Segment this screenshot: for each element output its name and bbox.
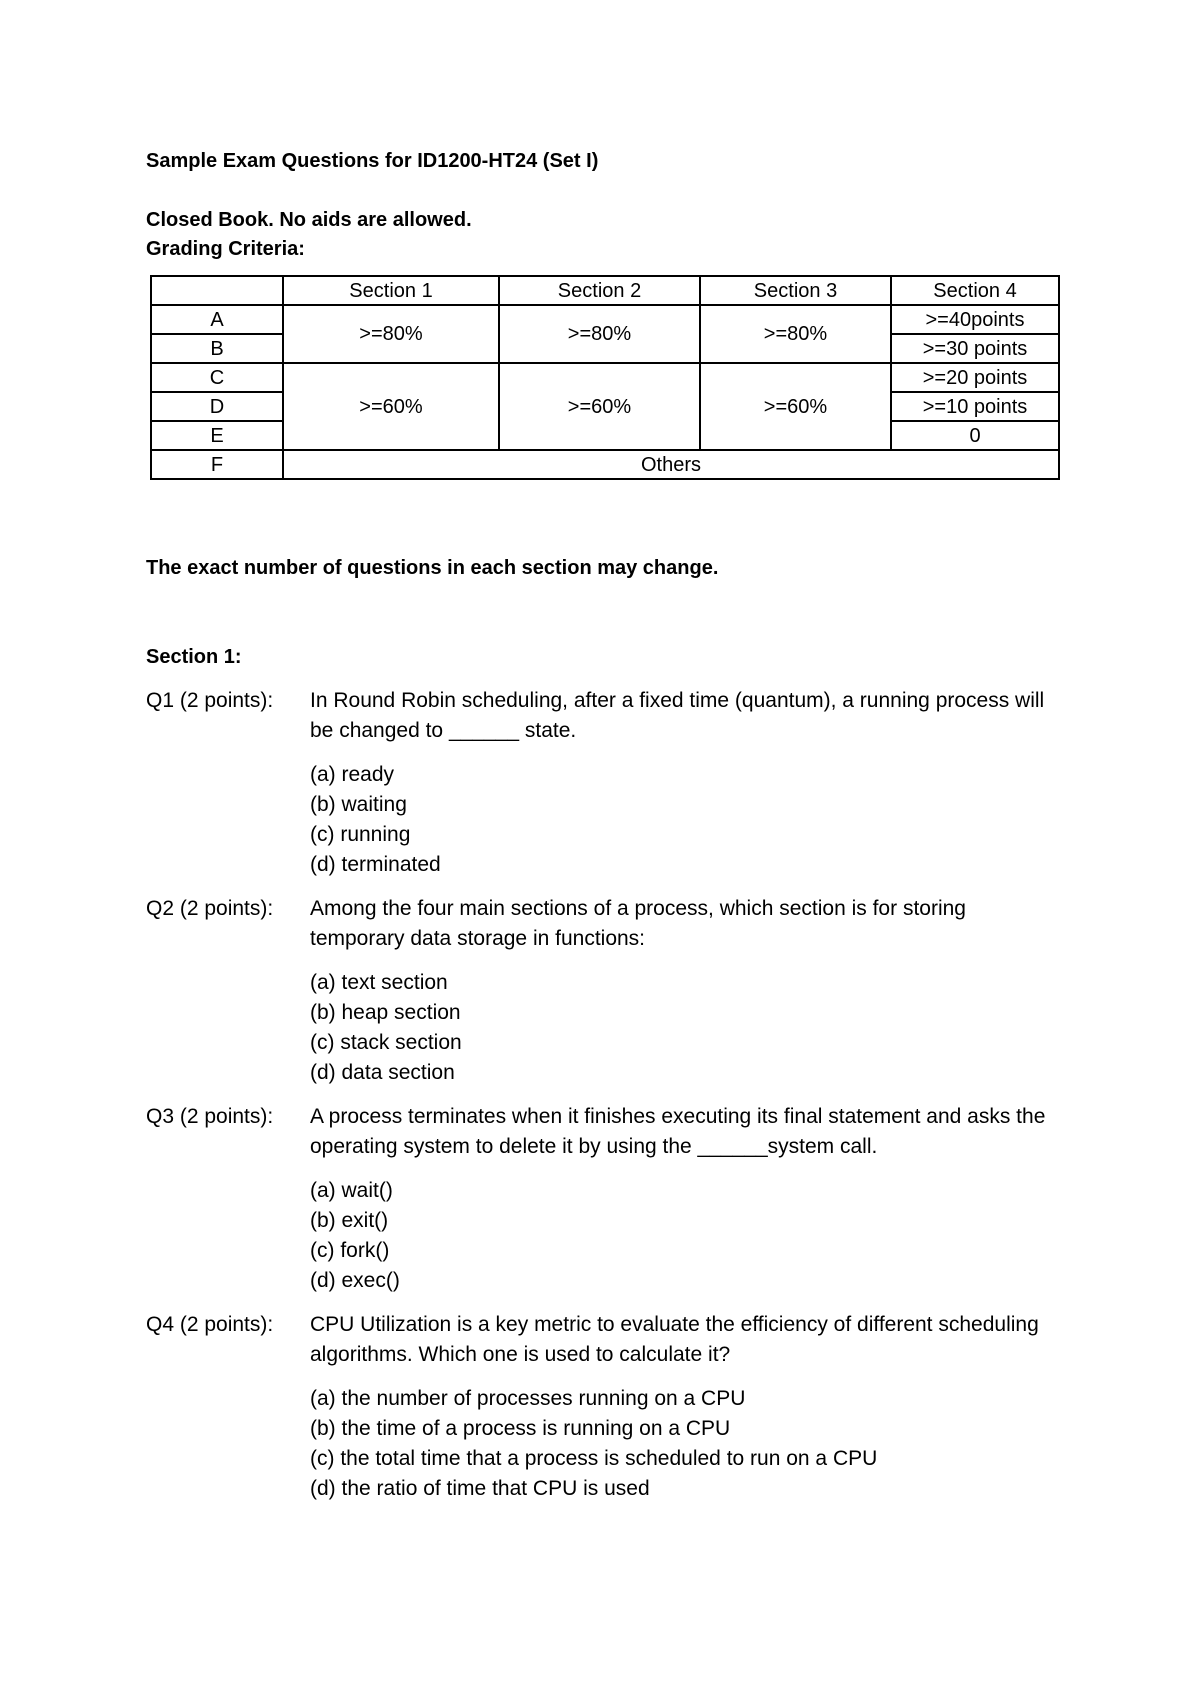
grading-table: [150, 275, 1060, 480]
option-b: (b) the time of a process is running on a CPU: [310, 1417, 731, 1440]
page-title: Sample Exam Questions for ID1200-HT24 (Set I): [146, 150, 599, 172]
option-a: (a) ready: [310, 763, 395, 786]
option-a: (a) wait(): [310, 1179, 393, 1202]
grading-label: Grading Criteria:: [146, 238, 305, 260]
grade-cell: E: [151, 421, 283, 450]
question-label: Q1 (2 points):: [146, 689, 274, 712]
rules-line: Closed Book. No aids are allowed.: [146, 209, 472, 231]
grading-row-a: [151, 305, 1059, 334]
grading-header-empty: [151, 276, 283, 305]
question-2: [146, 894, 1066, 1109]
question-text: Among the four main sections of a process, which section is for storing temporary data storage in functions:: [310, 897, 966, 950]
question-text: CPU Utilization is a key metric to evaluate the efficiency of different scheduling algorithms. Which one is used to calculate it?: [310, 1313, 1039, 1366]
grade-cell: A: [151, 305, 283, 334]
section4-points-c: >=20 points: [891, 363, 1059, 392]
grading-header-section4: Section 4: [891, 276, 1059, 305]
grading-header-section3: Section 3: [700, 276, 891, 305]
option-b: (b) exit(): [310, 1209, 389, 1232]
section4-points-b: >=30 points: [891, 334, 1059, 363]
section4-points-d: >=10 points: [891, 392, 1059, 421]
option-list: [310, 968, 1066, 1088]
option-a: (a) text section: [310, 971, 448, 994]
option-d: (d) exec(): [310, 1269, 400, 1292]
threshold-cde-section3: >=60%: [700, 363, 891, 450]
option-c: (c) running: [310, 823, 411, 846]
grading-header-row: [151, 276, 1059, 305]
note-line: The exact number of questions in each section may change.: [146, 557, 719, 579]
option-d: (d) terminated: [310, 853, 441, 876]
question-label: Q4 (2 points):: [146, 1313, 274, 1336]
question-3: [146, 1102, 1066, 1317]
question-4: [146, 1310, 1066, 1525]
option-d: (d) the ratio of time that CPU is used: [310, 1477, 650, 1500]
option-c: (c) the total time that a process is scheduled to run on a CPU: [310, 1447, 878, 1470]
threshold-ab-section3: >=80%: [700, 305, 891, 363]
grading-row-c: [151, 363, 1059, 392]
option-b: (b) heap section: [310, 1001, 461, 1024]
others-cell: Others: [283, 450, 1059, 479]
question-label: Q2 (2 points):: [146, 897, 274, 920]
question-label: Q3 (2 points):: [146, 1105, 274, 1128]
question-text: A process terminates when it finishes executing its final statement and asks the operating system to delete it by using the ______system call.: [310, 1105, 1046, 1158]
question-text: In Round Robin scheduling, after a fixed time (quantum), a running process will be changed to ______ state.: [310, 689, 1045, 742]
section-heading: Section 1:: [146, 646, 242, 668]
threshold-ab-section2: >=80%: [499, 305, 700, 363]
grading-row-f: [151, 450, 1059, 479]
grading-header-section2: Section 2: [499, 276, 700, 305]
option-c: (c) fork(): [310, 1239, 390, 1262]
grade-cell: F: [151, 450, 283, 479]
option-list: [310, 1176, 1066, 1296]
question-1: [146, 686, 1066, 901]
threshold-ab-section1: >=80%: [283, 305, 499, 363]
option-a: (a) the number of processes running on a CPU: [310, 1387, 746, 1410]
grade-cell: D: [151, 392, 283, 421]
section4-points-a: >=40points: [891, 305, 1059, 334]
option-b: (b) waiting: [310, 793, 407, 816]
threshold-cde-section1: >=60%: [283, 363, 499, 450]
grading-header-section1: Section 1: [283, 276, 499, 305]
option-c: (c) stack section: [310, 1031, 462, 1054]
grade-cell: B: [151, 334, 283, 363]
option-d: (d) data section: [310, 1061, 455, 1084]
section4-points-e: 0: [891, 421, 1059, 450]
option-list: [310, 1384, 1066, 1504]
threshold-cde-section2: >=60%: [499, 363, 700, 450]
option-list: [310, 760, 1066, 880]
grade-cell: C: [151, 363, 283, 392]
